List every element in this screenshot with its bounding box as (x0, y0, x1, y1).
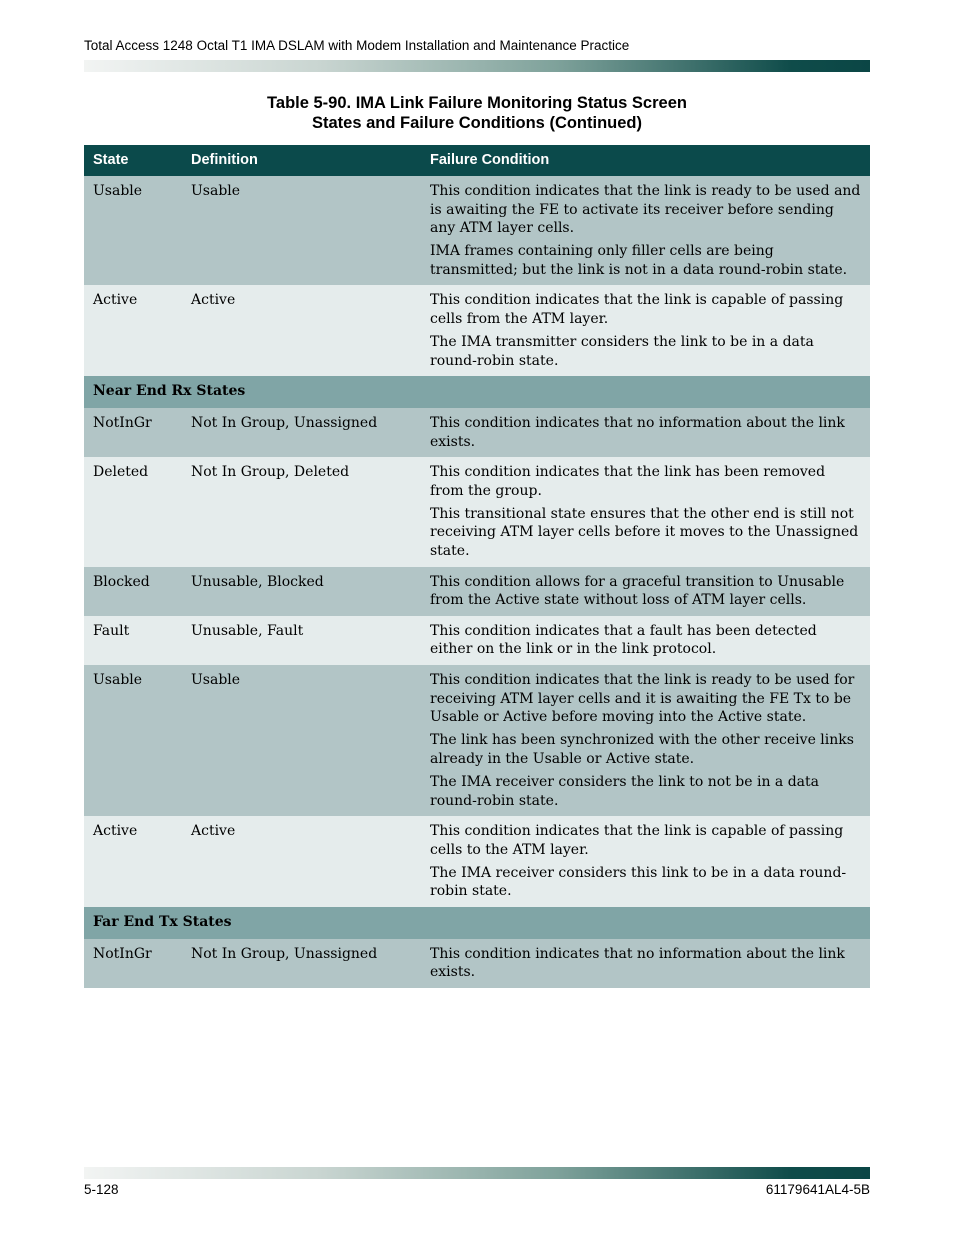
failure-text: This condition indicates that the link is ready to be used and is awaiting the FE to activate its receiver before sending any ATM layer cells. (430, 183, 861, 237)
table-caption (84, 93, 870, 133)
definition-cell: Active (182, 816, 421, 907)
failure-cell (421, 939, 870, 988)
definition-cell: Usable (182, 665, 421, 816)
failure-text: The IMA receiver considers this link to be in a data round-robin state. (430, 864, 847, 900)
running-header: Total Access 1248 Octal T1 IMA DSLAM with Modem Installation and Maintenance Practice (84, 38, 630, 53)
table-row (84, 665, 870, 816)
failure-text: The link has been synchronized with the other receive links already in the Usable or Active state. (430, 732, 854, 767)
definition-cell: Not In Group, Unassigned (182, 939, 421, 988)
state-cell: Deleted (84, 457, 182, 566)
failure-text: This condition indicates that no information about the link exists. (430, 414, 845, 450)
definition-cell: Usable (182, 176, 421, 285)
state-cell: NotInGr (84, 408, 182, 457)
failure-text: This condition indicates that the link is capable of passing cells to the ATM layer. (430, 823, 844, 858)
failure-cell (421, 816, 870, 907)
definition-cell: Not In Group, Unassigned (182, 408, 421, 457)
page-number: 5-128 (84, 1182, 119, 1197)
failure-cell (421, 616, 870, 665)
failure-cell (421, 408, 870, 457)
document-number: 61179641AL4-5B (765, 1182, 870, 1197)
table-row (84, 408, 870, 457)
failure-text: IMA frames containing only filler cells are being transmitted; but the link is not in a data round-robin state. (430, 243, 848, 278)
state-cell: Active (84, 816, 182, 907)
state-cell: Usable (84, 176, 182, 285)
section-title: Near End Rx States (84, 376, 870, 408)
table-header-row (84, 145, 870, 176)
failure-text: This condition indicates that a fault has been detected either on the link or in the link protocol. (430, 622, 817, 658)
state-cell: Active (84, 285, 182, 376)
state-cell: NotInGr (84, 939, 182, 988)
caption-line-2: States and Failure Conditions (Continued) (312, 114, 642, 132)
failure-text: This condition indicates that the link is capable of passing cells from the ATM layer. (430, 292, 844, 328)
table-row (84, 816, 870, 907)
definition-cell: Unusable, Blocked (182, 567, 421, 616)
table-row (84, 616, 870, 665)
failure-text: This condition indicates that the link has been removed from the group. (430, 464, 826, 499)
state-cell: Fault (84, 616, 182, 665)
failure-cell (421, 665, 870, 816)
status-table (84, 145, 870, 988)
failure-text: This condition indicates that the link is ready to be used for receiving ATM layer cells and it is awaiting the FE Tx to be Usable or Active before moving into the Active state. (430, 671, 855, 726)
definition-cell: Active (182, 285, 421, 376)
definition-cell: Unusable, Fault (182, 616, 421, 665)
failure-cell (421, 285, 870, 376)
table-row (84, 176, 870, 285)
table-row (84, 567, 870, 616)
failure-text: This transitional state ensures that the other end is still not receiving ATM layer cells before it moves to the Unassigned state. (430, 505, 859, 559)
footer-rule (84, 1167, 870, 1179)
table-row (84, 939, 870, 988)
definition-cell: Not In Group, Deleted (182, 457, 421, 566)
col-header-state: State (84, 145, 182, 176)
failure-cell (421, 567, 870, 616)
failure-text: This condition indicates that no information about the link exists. (430, 945, 845, 981)
table-row (84, 457, 870, 566)
state-cell: Blocked (84, 567, 182, 616)
section-title: Far End Tx States (84, 907, 870, 939)
col-header-definition: Definition (182, 145, 421, 176)
failure-cell (421, 176, 870, 285)
failure-text: The IMA transmitter considers the link to be in a data round-robin state. (430, 334, 814, 369)
table-row (84, 285, 870, 376)
failure-text: This condition allows for a graceful transition to Unusable from the Active state without loss of ATM layer cells. (430, 573, 845, 609)
header-rule (84, 60, 870, 72)
col-header-failure-condition: Failure Condition (421, 145, 870, 176)
section-row-far-end-tx (84, 907, 870, 939)
section-row-near-end-rx (84, 376, 870, 408)
caption-line-1: Table 5-90. IMA Link Failure Monitoring Status Screen (267, 94, 687, 112)
failure-cell (421, 457, 870, 566)
failure-text: The IMA receiver considers the link to not be in a data round-robin state. (430, 773, 819, 809)
state-cell: Usable (84, 665, 182, 816)
